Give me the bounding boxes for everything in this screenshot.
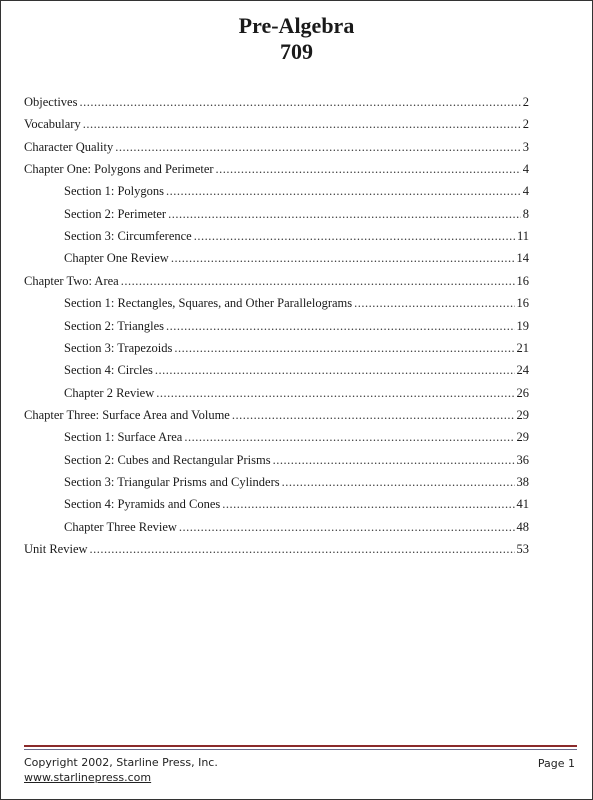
toc-entry-label: Section 3: Trapezoids xyxy=(64,340,173,355)
toc-entry-section[interactable] xyxy=(64,206,529,222)
document-number: 709 xyxy=(280,39,313,64)
toc-leader-dots xyxy=(354,295,514,311)
toc-entry-page: 41 xyxy=(516,497,529,512)
toc-entry[interactable] xyxy=(24,273,529,289)
toc-entry-label: Section 1: Polygons xyxy=(64,184,165,199)
toc-entry-label: Unit Review xyxy=(24,542,88,556)
toc-entry-label: Section 2: Perimeter xyxy=(64,206,167,221)
toc-leader-dots xyxy=(171,250,515,266)
toc-entry-section[interactable] xyxy=(64,496,529,512)
toc-leader-dots xyxy=(232,407,515,423)
toc-entry-label: Section 2: Cubes and Rectangular Prisms xyxy=(64,452,271,467)
toc-entry-page: 2 xyxy=(522,95,529,109)
toc-leader-dots xyxy=(282,474,515,490)
toc-entry-label: Section 1: Rectangles, Squares, and Other Parallelograms xyxy=(64,296,353,311)
toc-leader-dots xyxy=(83,116,521,132)
document-title: Pre-Algebra xyxy=(238,13,355,38)
toc-entry-page: 11 xyxy=(516,229,529,244)
toc-entry-section[interactable] xyxy=(64,340,529,356)
copyright-text: Copyright 2002, Starline Press, Inc. xyxy=(24,756,218,769)
toc-entry-label: Character Quality xyxy=(24,139,114,154)
toc-entry[interactable] xyxy=(24,116,529,132)
footer-left xyxy=(24,755,218,785)
toc-entry[interactable] xyxy=(24,541,529,557)
toc-entry-label: Section 3: Circumference xyxy=(64,229,192,244)
toc-entry-section[interactable] xyxy=(64,429,529,445)
toc-entry-section[interactable] xyxy=(64,318,529,334)
footer-rule-top xyxy=(24,745,577,747)
toc-leader-dots xyxy=(166,183,521,199)
toc-entry-page: 4 xyxy=(522,162,529,177)
toc-entry-page: 8 xyxy=(522,206,529,221)
toc-entry-label: Section 1: Surface Area xyxy=(64,430,183,445)
toc-entry-section[interactable] xyxy=(64,183,529,199)
toc-entry-page: 29 xyxy=(516,407,529,422)
toc-leader-dots xyxy=(179,519,515,535)
toc-entry-page: 48 xyxy=(516,519,529,534)
toc-leader-dots xyxy=(90,541,515,557)
toc-entry-label: Section 2: Triangles xyxy=(64,318,165,333)
toc-entry-page: 4 xyxy=(522,184,529,199)
toc-entry-label: Vocabulary xyxy=(24,117,81,132)
toc-entry-page: 26 xyxy=(516,385,529,400)
toc-entry-label: Section 4: Pyramids and Cones xyxy=(64,497,221,512)
toc-entry-label: Chapter One: Polygons and Perimeter xyxy=(24,162,214,177)
toc-entry-page: 3 xyxy=(522,139,529,154)
toc-entry-page: 14 xyxy=(516,251,529,266)
toc-entry-page: 29 xyxy=(516,430,529,445)
toc-entry-page: 36 xyxy=(516,452,529,467)
toc-entry-section[interactable] xyxy=(64,385,529,401)
toc-leader-dots xyxy=(115,139,521,155)
toc-entry-label: Chapter 2 Review xyxy=(64,385,155,400)
toc-entry-label: Section 4: Circles xyxy=(64,363,153,378)
toc-entry-page: 24 xyxy=(516,363,529,378)
toc-leader-dots xyxy=(79,94,520,110)
footer-rule-bottom xyxy=(24,749,577,750)
toc-entry-label: Objectives xyxy=(24,95,78,109)
website-link[interactable]: www.starlinepress.com xyxy=(24,771,152,784)
toc-entry-section[interactable] xyxy=(64,362,529,378)
toc-leader-dots xyxy=(273,452,515,468)
toc-entry[interactable] xyxy=(24,139,529,155)
toc-entry-page: 19 xyxy=(516,318,529,333)
toc-leader-dots xyxy=(168,206,521,222)
toc-entry-label: Chapter Two: Area xyxy=(24,273,119,288)
toc-leader-dots xyxy=(222,496,514,512)
toc-leader-dots xyxy=(216,161,521,177)
toc-leader-dots xyxy=(194,228,515,244)
toc-entry-section[interactable] xyxy=(64,295,529,311)
toc-entry-section[interactable] xyxy=(64,250,529,266)
toc-entry-label: Chapter Three: Surface Area and Volume xyxy=(24,407,230,422)
toc-entry-page: 53 xyxy=(516,542,529,556)
toc-leader-dots xyxy=(174,340,514,356)
toc-entry[interactable] xyxy=(24,94,529,110)
toc-entry-page: 16 xyxy=(516,296,529,311)
toc-entry-section[interactable] xyxy=(64,474,529,490)
toc-leader-dots xyxy=(166,318,514,334)
toc-entry-page: 16 xyxy=(516,273,529,288)
toc-entry-label: Chapter One Review xyxy=(64,251,169,266)
toc-entry-label: Section 3: Triangular Prisms and Cylinders xyxy=(64,474,280,489)
toc-leader-dots xyxy=(156,385,514,401)
toc-entry[interactable] xyxy=(24,407,529,423)
toc-entry-section[interactable] xyxy=(64,519,529,535)
toc-entry-page: 2 xyxy=(522,117,529,132)
page-number: Page 1 xyxy=(537,757,575,770)
toc-leader-dots xyxy=(121,273,515,289)
toc-entry[interactable] xyxy=(24,161,529,177)
toc-leader-dots xyxy=(155,362,515,378)
toc-leader-dots xyxy=(184,429,514,445)
toc-entry-section[interactable] xyxy=(64,452,529,468)
toc-entry-page: 38 xyxy=(516,474,529,489)
toc-entry-section[interactable] xyxy=(64,228,529,244)
toc-entry-page: 21 xyxy=(516,340,529,355)
toc-entry-label: Chapter Three Review xyxy=(64,519,177,534)
